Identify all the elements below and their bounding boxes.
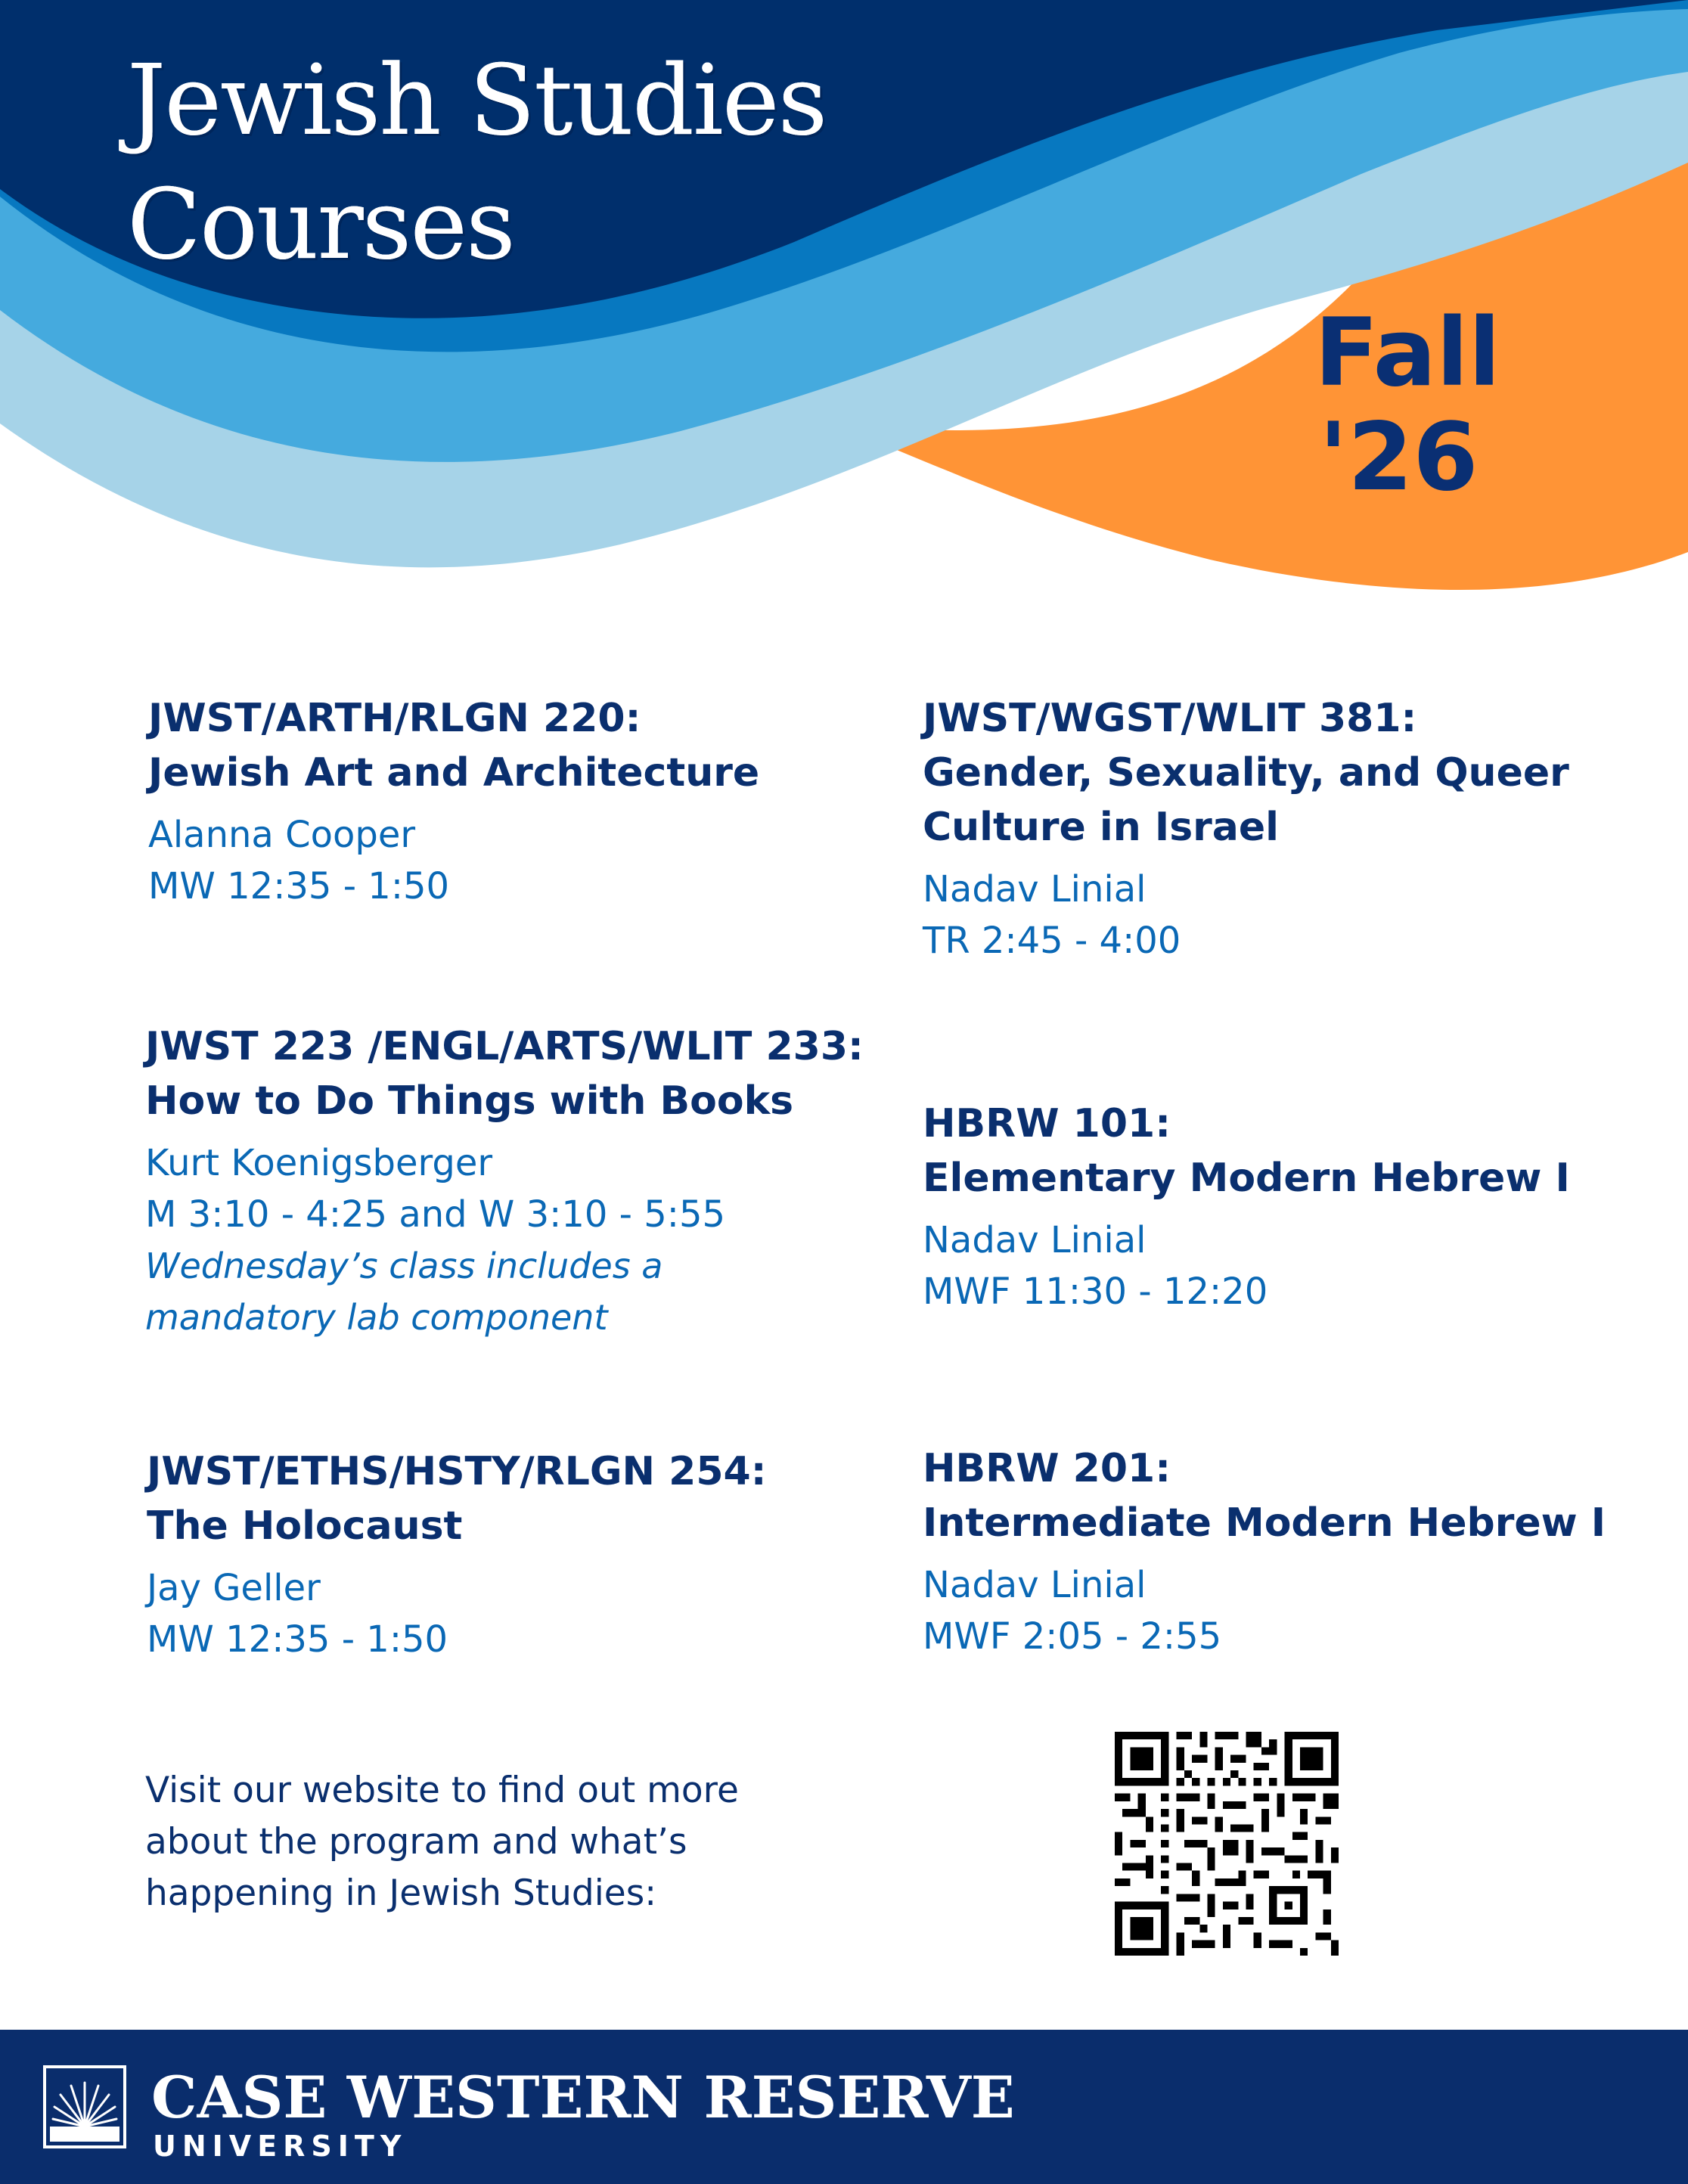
course-time: TR 2:45 - 4:00 [923, 920, 1181, 962]
course-block [923, 1441, 1606, 1662]
website-callout [145, 1765, 739, 1919]
course-title: How to Do Things with Books [145, 1078, 794, 1124]
course-instructor: Nadav Linial [923, 868, 1147, 911]
sunburst-logo-icon [42, 2065, 127, 2149]
course-meta [145, 1137, 864, 1343]
year-text: '26 [1319, 403, 1479, 512]
course-code: JWST/WGST/WLIT 381: [923, 696, 1417, 741]
course-meta [923, 864, 1569, 966]
university-name: CASE WESTERN RESERVE [151, 2064, 1015, 2131]
course-block [147, 1444, 766, 1665]
course-title: Jewish Art and Architecture [148, 750, 760, 796]
course-code: JWST/ETHS/HSTY/RLGN 254: [147, 1449, 767, 1494]
course-code: JWST 223 /ENGL/ARTS/WLIT 233: [145, 1024, 864, 1069]
course-title: The Holocaust [147, 1503, 463, 1549]
course-title-line-2: Culture in Israel [923, 805, 1279, 850]
title-line-1: Jewish Studies [127, 45, 827, 157]
title-line-2: Courses [127, 169, 514, 281]
course-block [148, 691, 759, 912]
course-meta [923, 1215, 1570, 1317]
page-title [127, 39, 826, 287]
university-subtitle: UNIVERSITY [153, 2130, 408, 2163]
course-meta [148, 809, 759, 912]
course-code: JWST/ARTH/RLGN 220: [148, 696, 641, 741]
course-title: Intermediate Modern Hebrew I [923, 1500, 1606, 1546]
website-callout-line-2: about the program and what’s [145, 1821, 687, 1863]
course-time: MW 12:35 - 1:50 [148, 865, 450, 907]
course-block [923, 1097, 1570, 1317]
course-instructor: Nadav Linial [923, 1219, 1147, 1261]
qr-code-icon[interactable] [1115, 1732, 1339, 1956]
course-note-line-1: Wednesday’s class includes a [145, 1246, 663, 1286]
website-callout-line-3: happening in Jewish Studies: [145, 1872, 657, 1914]
course-instructor: Alanna Cooper [148, 814, 416, 856]
university-footer [0, 2030, 1688, 2184]
course-note-line-2: mandatory lab component [145, 1297, 608, 1338]
course-code: HBRW 101: [923, 1101, 1171, 1146]
course-time: M 3:10 - 4:25 and W 3:10 - 5:55 [145, 1193, 726, 1236]
semester-label [1314, 301, 1500, 510]
course-block [145, 1019, 864, 1343]
course-time: MW 12:35 - 1:50 [147, 1618, 448, 1661]
course-code: HBRW 201: [923, 1446, 1171, 1491]
course-meta [923, 1559, 1606, 1662]
course-instructor: Kurt Koenigsberger [145, 1142, 493, 1184]
course-time: MWF 2:05 - 2:55 [923, 1615, 1222, 1658]
website-callout-line-1: Visit our website to find out more [145, 1770, 739, 1811]
season-text: Fall [1314, 299, 1501, 408]
course-time: MWF 11:30 - 12:20 [923, 1270, 1268, 1313]
course-instructor: Nadav Linial [923, 1564, 1147, 1606]
course-title-line-1: Gender, Sexuality, and Queer [923, 750, 1569, 796]
course-meta [147, 1562, 766, 1665]
course-instructor: Jay Geller [147, 1567, 321, 1609]
course-block [923, 691, 1569, 966]
course-title: Elementary Modern Hebrew I [923, 1156, 1570, 1201]
